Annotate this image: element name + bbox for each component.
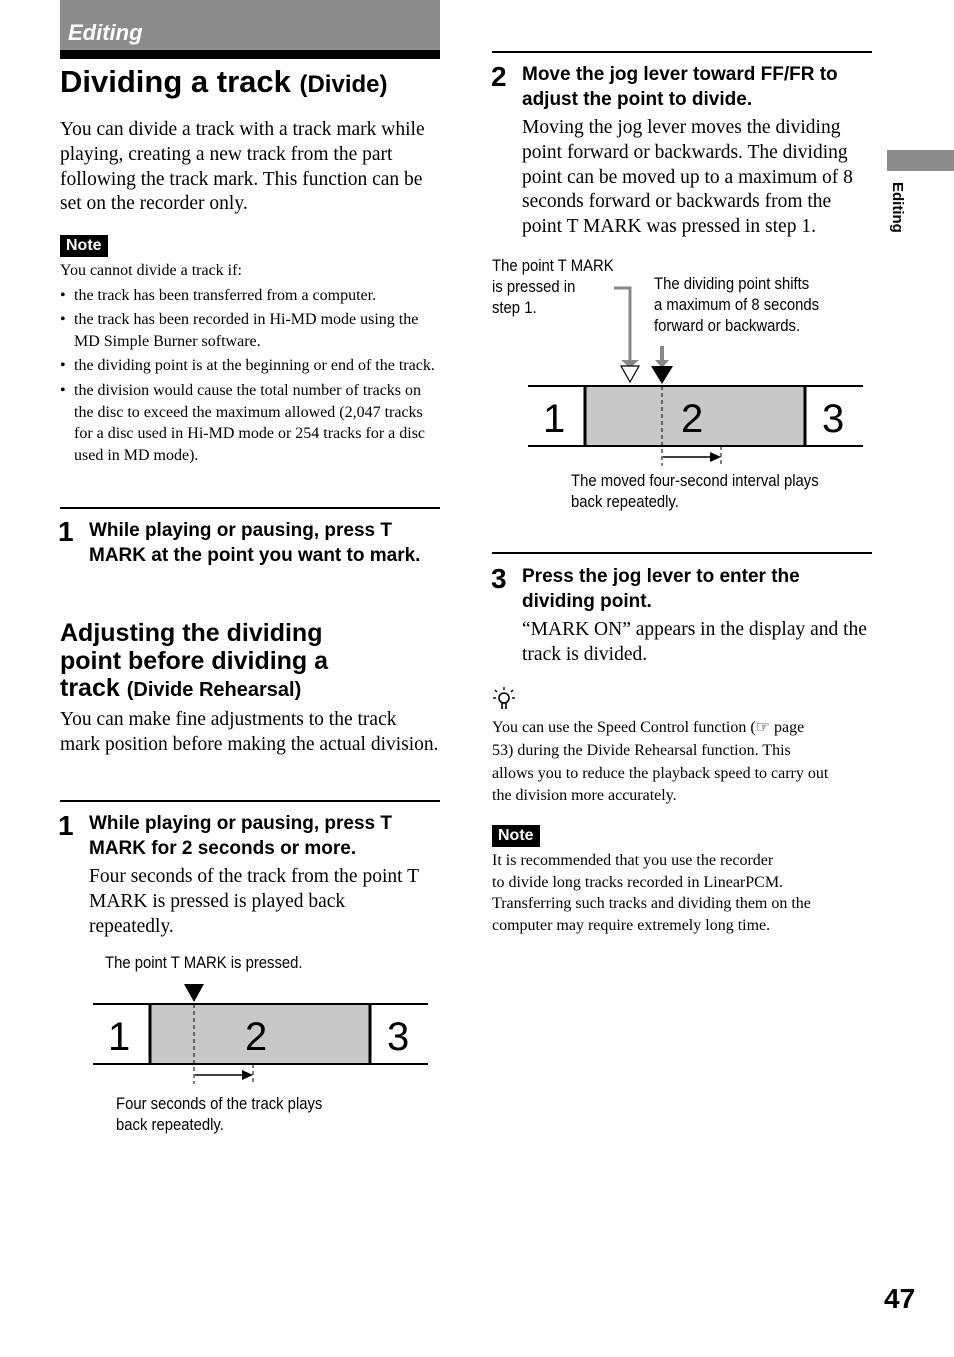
step-divider — [60, 800, 440, 802]
mark-arrow-icon — [184, 984, 204, 1002]
caption-line: forward or backwards. — [654, 317, 801, 335]
step-number: 1 — [58, 516, 74, 547]
note-block — [492, 850, 811, 936]
step-heading: Move the jog lever toward FF/FR to adjust the point to divide. — [522, 64, 838, 110]
page-title-main: Dividing a track — [60, 64, 291, 99]
step-heading: While playing or pausing, press T MARK for 2 seconds or more. — [89, 813, 392, 859]
subsection-title-line: point before dividing a — [60, 646, 329, 675]
note-item: • the dividing point is at the beginning or end of the track. — [60, 355, 444, 377]
original-mark-icon — [621, 366, 639, 382]
note-badge-label: Note — [60, 235, 108, 257]
note-item: • the division would cause the total number of tracks on the disc to exceed the maximum allowed (2,047 tracks for a disc used in Hi-MD mode or 254 tracks for a disc used in MD mode). — [60, 380, 444, 466]
hint-line: 53) during the Divide Rehearsal function. This — [492, 741, 791, 759]
caption-line: back repeatedly. — [116, 1116, 224, 1134]
subsection-intro: You can make fine adjustments to the track mark position before making the actual division. — [60, 709, 439, 755]
caption-line: The dividing point shifts — [654, 275, 810, 293]
page-title-sub: (Divide) — [299, 71, 388, 98]
note-badge-label: Note — [492, 825, 540, 847]
step-number: 2 — [491, 61, 507, 92]
arrow-right-icon — [242, 1070, 253, 1080]
callout-bracket — [614, 288, 630, 360]
track-number: 3 — [822, 397, 845, 441]
step-body: “MARK ON” appears in the display and the track is divided. — [522, 619, 867, 665]
track-number: 2 — [681, 397, 704, 441]
note-line: to divide long tracks recorded in LinearPCM. — [492, 873, 784, 891]
caption-line: back repeatedly. — [571, 493, 679, 511]
note-line: Transferring such tracks and dividing them on the — [492, 895, 811, 913]
shift-arrow-stem — [660, 346, 664, 362]
note-item: • the track has been transferred from a computer. — [60, 285, 444, 307]
diagram-caption — [571, 471, 819, 513]
step-body: Four seconds of the track from the point T MARK is pressed is played back repeatedly. — [89, 866, 419, 937]
step-number: 1 — [58, 810, 74, 841]
note-lead: You cannot divide a track if: — [60, 262, 242, 279]
intro-paragraph: You can divide a track with a track mark while playing, creating a new track from the part following the track mark. This function can be set on the recorder only. — [60, 119, 425, 215]
section-label: Editing — [68, 20, 143, 45]
caption-line: Four seconds of the track plays — [116, 1095, 323, 1113]
page-number: 47 — [884, 1283, 916, 1314]
note-line: It is recommended that you use the recorder — [492, 852, 774, 869]
track-number: 2 — [245, 1015, 268, 1059]
track-number: 3 — [387, 1015, 410, 1059]
lightbulb-icon — [492, 686, 516, 712]
hint-line: the division more accurately. — [492, 787, 677, 805]
arrow-right-icon — [710, 452, 721, 462]
dividing-mark-icon — [651, 366, 673, 384]
step-divider — [60, 507, 440, 509]
step-heading: Press the jog lever to enter the dividing point. — [522, 566, 800, 612]
subsection-title-line: Adjusting the dividing — [60, 619, 323, 647]
section-header-rule — [60, 50, 440, 59]
page-title — [60, 64, 388, 100]
subsection-title — [60, 620, 328, 705]
track-diagram — [520, 280, 870, 470]
caption-line: step 1. — [492, 299, 537, 317]
diagram-caption — [116, 1094, 322, 1136]
diagram-caption: The point T MARK is pressed. — [105, 954, 303, 972]
note-list — [60, 285, 444, 467]
side-tab-bar — [887, 150, 954, 171]
note-block — [60, 260, 444, 466]
caption-line: The point T MARK — [492, 257, 614, 275]
hint-line: You can use the Speed Control function (☞ page — [492, 719, 805, 736]
side-tab-label: Editing — [889, 182, 906, 233]
note-line: computer may require extremely long time. — [492, 916, 771, 934]
subsection-title-line: track — [60, 674, 120, 702]
hint-block — [492, 717, 828, 808]
note-item: • the track has been recorded in Hi-MD mode using the MD Simple Burner software. — [60, 309, 444, 352]
step-divider — [492, 51, 872, 53]
track-number: 1 — [543, 397, 566, 441]
caption-line: a maximum of 8 seconds — [654, 296, 820, 314]
caption-line: The moved four-second interval plays — [571, 472, 819, 490]
step-divider — [492, 552, 872, 554]
track-diagram — [90, 980, 435, 1090]
note-badge — [60, 235, 108, 257]
step-body: Moving the jog lever moves the dividing point forward or backwards. The dividing point can be moved up to a maximum of 8 seconds forward or backwards from the point T MARK was pressed in step 1. — [522, 117, 853, 238]
hint-line: allows you to reduce the playback speed to carry out — [492, 764, 829, 782]
note-badge — [492, 825, 540, 847]
caption-line: is pressed in — [492, 278, 576, 296]
step-heading: While playing or pausing, press T MARK at the point you want to mark. — [89, 520, 421, 566]
track-number: 1 — [108, 1015, 131, 1059]
subsection-title-sub: (Divide Rehearsal) — [126, 679, 302, 701]
step-number: 3 — [491, 563, 507, 594]
